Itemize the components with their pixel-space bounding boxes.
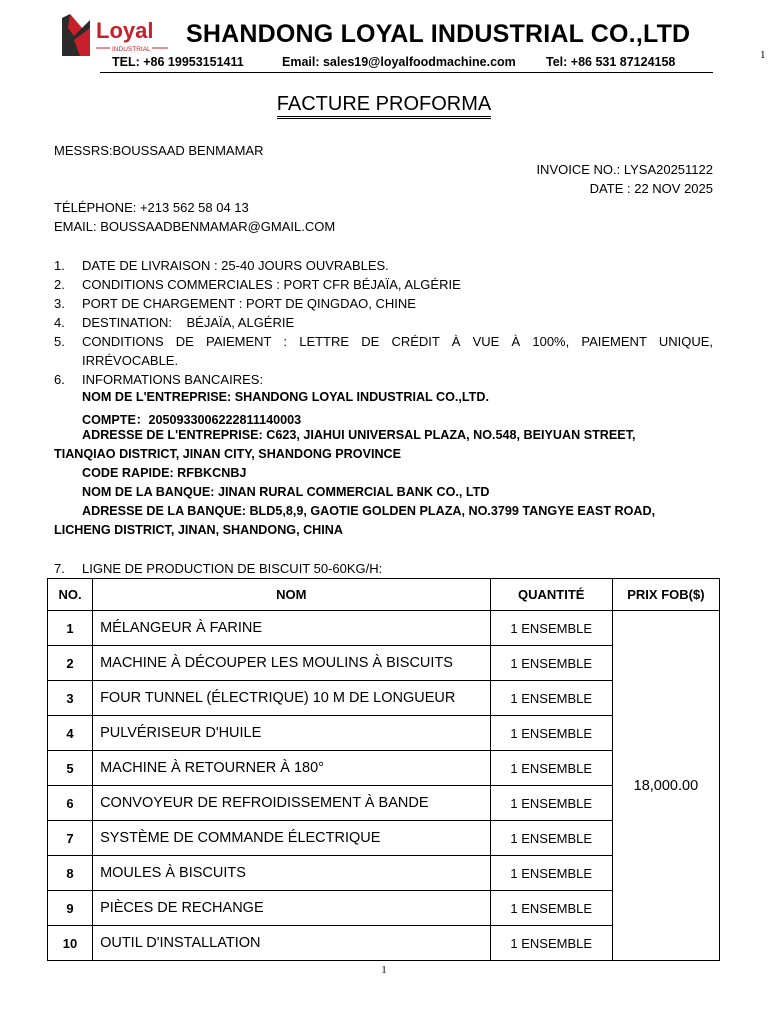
row-no: 9 [48, 891, 93, 926]
bank-company-name: NOM DE L'ENTREPRISE: SHANDONG LOYAL INDUSTRIAL CO.,LTD. [82, 390, 489, 404]
bank-name: NOM DE LA BANQUE: JINAN RURAL COMMERCIAL BANK CO., LTD [82, 485, 490, 499]
row-qty: 1 ENSEMBLE [490, 751, 612, 786]
total-fob-price: 18,000.00 [612, 611, 719, 961]
table-row [48, 611, 720, 646]
row-qty: 1 ENSEMBLE [490, 786, 612, 821]
bank-swift-code: CODE RAPIDE: RFBKCNBJ [82, 466, 247, 480]
invoice-number: INVOICE NO.: LYSA20251122 [536, 162, 713, 177]
term-number: 4. [54, 315, 65, 330]
page-number-top: 1 [760, 49, 766, 61]
term-text: DATE DE LIVRAISON : 25-40 JOURS OUVRABLES. [82, 258, 389, 273]
header-tel-2: Tel: +86 531 87124158 [546, 55, 676, 69]
page-number-bottom: 1 [381, 964, 387, 976]
row-qty: 1 ENSEMBLE [490, 611, 612, 646]
term-production-line [54, 561, 382, 576]
row-qty: 1 ENSEMBLE [490, 716, 612, 751]
document-title-text: FACTURE PROFORMA [277, 93, 491, 119]
bank-company-address-cont: TIANQIAO DISTRICT, JINAN CITY, SHANDONG PROVINCE [54, 447, 402, 461]
row-name: MOULES À BISCUITS [93, 856, 491, 891]
term-number: 3. [54, 296, 65, 311]
row-no: 7 [48, 821, 93, 856]
row-name: OUTIL D'INSTALLATION [93, 926, 491, 961]
term-loading-port [54, 296, 416, 311]
term-payment-text: CONDITIONS DE PAIEMENT : LETTRE DE CRÉDIT À VUE À 100%, PAIEMENT UNIQUE, [82, 334, 713, 349]
term-number: 5. [54, 334, 65, 349]
header-divider [100, 72, 713, 73]
col-header-price: PRIX FOB($) [612, 579, 719, 611]
items-table [47, 578, 720, 961]
company-name: SHANDONG LOYAL INDUSTRIAL CO.,LTD [186, 20, 691, 48]
term-text: PORT DE CHARGEMENT : PORT DE QINGDAO, CHINE [82, 296, 416, 311]
term-number: 2. [54, 277, 65, 292]
term-text: LIGNE DE PRODUCTION DE BISCUIT 50-60KG/H: [82, 561, 383, 576]
col-header-name: NOM [93, 579, 491, 611]
header-tel-1: TEL: +86 19953151411 [112, 55, 244, 69]
term-payment-text-cont: IRRÉVOCABLE. [82, 353, 179, 368]
col-header-qty: QUANTITÉ [490, 579, 612, 611]
row-qty: 1 ENSEMBLE [490, 646, 612, 681]
row-no: 5 [48, 751, 93, 786]
table-header-row [48, 579, 720, 611]
row-qty: 1 ENSEMBLE [490, 681, 612, 716]
row-no: 3 [48, 681, 93, 716]
row-name: FOUR TUNNEL (ÉLECTRIQUE) 10 M DE LONGUEUR [93, 681, 491, 716]
row-qty: 1 ENSEMBLE [490, 926, 612, 961]
logo-wordmark: Loyal [96, 18, 154, 43]
row-no: 2 [48, 646, 93, 681]
term-number: 1. [54, 258, 65, 273]
row-no: 4 [48, 716, 93, 751]
row-qty: 1 ENSEMBLE [490, 891, 612, 926]
bank-company-address: ADRESSE DE L'ENTREPRISE: C623, JIAHUI UNIVERSAL PLAZA, NO.548, BEIYUAN STREET, [82, 428, 636, 442]
row-name: CONVOYEUR DE REFROIDISSEMENT À BANDE [93, 786, 491, 821]
logo-subtext: INDUSTRIAL [112, 46, 151, 53]
row-qty: 1 ENSEMBLE [490, 856, 612, 891]
term-delivery [54, 258, 389, 273]
invoice-date: DATE : 22 NOV 2025 [589, 181, 713, 196]
client-telephone: TÉLÉPHONE: +213 562 58 04 13 [54, 200, 249, 215]
row-name: PULVÉRISEUR D'HUILE [93, 716, 491, 751]
row-no: 8 [48, 856, 93, 891]
row-name: MACHINE À DÉCOUPER LES MOULINS À BISCUITS [93, 646, 491, 681]
row-no: 1 [48, 611, 93, 646]
term-text: DESTINATION: BÉJAÏA, ALGÉRIE [82, 315, 295, 330]
term-payment [54, 334, 82, 349]
term-text: CONDITIONS COMMERCIALES : PORT CFR BÉJAÏA, ALGÉRIE [82, 277, 461, 292]
row-name: MACHINE À RETOURNER À 180° [93, 751, 491, 786]
row-name: SYSTÈME DE COMMANDE ÉLECTRIQUE [93, 821, 491, 856]
term-destination [54, 315, 294, 330]
row-no: 10 [48, 926, 93, 961]
row-qty: 1 ENSEMBLE [490, 821, 612, 856]
company-logo [60, 14, 172, 58]
bank-account: COMPTE：2050933006222811140003 [82, 413, 302, 427]
client-messrs: MESSRS:BOUSSAAD BENMAMAR [54, 143, 264, 158]
bank-address-cont: LICHENG DISTRICT, JINAN, SHANDONG, CHINA [54, 523, 343, 537]
document-title [0, 93, 768, 116]
term-commercial [54, 277, 461, 292]
term-text: INFORMATIONS BANCAIRES: [82, 372, 264, 387]
row-name: PIÈCES DE RECHANGE [93, 891, 491, 926]
row-name: MÉLANGEUR À FARINE [93, 611, 491, 646]
header-email: Email: sales19@loyalfoodmachine.com [282, 55, 516, 69]
term-number: 7. [54, 561, 65, 576]
row-no: 6 [48, 786, 93, 821]
term-bank-info [54, 372, 263, 387]
term-number: 6. [54, 372, 65, 387]
client-email: EMAIL: BOUSSAADBENMAMAR@GMAIL.COM [54, 219, 336, 234]
bank-address: ADRESSE DE LA BANQUE: BLD5,8,9, GAOTIE GOLDEN PLAZA, NO.3799 TANGYE EAST ROAD, [82, 504, 656, 518]
col-header-no: NO. [48, 579, 93, 611]
